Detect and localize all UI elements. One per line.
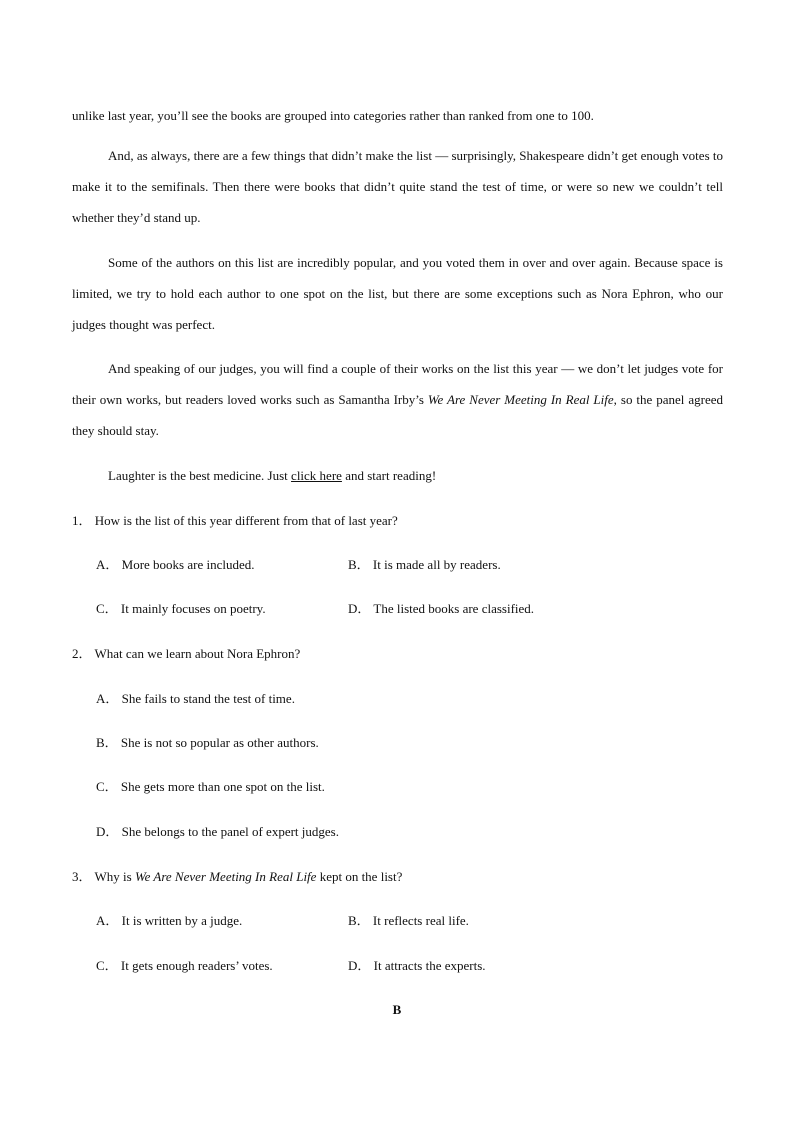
book-title: We Are Never Meeting In Real Life [427, 392, 614, 407]
passage-paragraph-4 [72, 353, 723, 446]
question-1-stem: 1． How is the list of this year different from that of last year? [72, 513, 398, 528]
question-3-option-d: D． It attracts the experts. [348, 958, 486, 973]
question-3-option-a: A． It is written by a judge. [96, 913, 243, 928]
paragraph-5-text-b: and start reading! [341, 468, 437, 483]
question-2-option-d: D． She belongs to the panel of expert judges. [96, 824, 339, 839]
question-3-book-title: We Are Never Meeting In Real Life [134, 869, 317, 884]
question-1-option-a: A． More books are included. [96, 557, 255, 572]
question-2-option-a: A． She fails to stand the test of time. [96, 691, 295, 706]
question-3-stem [72, 867, 402, 887]
question-2-stem: 2． What can we learn about Nora Ephron? [72, 646, 301, 661]
question-1-option-d: D． The listed books are classified. [348, 601, 535, 616]
click-here-link[interactable]: click here [291, 468, 342, 483]
question-2-option-c: C． She gets more than one spot on the list. [96, 779, 325, 794]
paragraph-5-text-a: Laughter is the best medicine. Just [108, 468, 292, 483]
paragraph-4-text-b: , so the panel agreed they should stay. [72, 392, 724, 438]
question-2-option-b: B． She is not so popular as other authors. [96, 735, 319, 750]
question-3-option-c: C． It gets enough readers’ votes. [96, 958, 273, 973]
question-3-stem-b: kept on the list? [316, 869, 403, 884]
passage-paragraph-1: unlike last year, you’ll see the books are grouped into categories rather than ranked from one to 100. [72, 108, 594, 123]
passage-paragraph-3: Some of the authors on this list are incredibly popular, and you voted them in over and over again. Because space is limited, we try to hold each author to one spot on the list, but there are some exceptions such as Nora Ephron, who our judges thought was perfect. [72, 255, 723, 332]
question-1-option-c: C． It mainly focuses on poetry. [96, 601, 266, 616]
paragraph-4-text-a: And speaking of our judges, you will find a couple of their works on the list this year — we don’t let judges vote for their own works, but readers loved works such as Samantha Irby’s [72, 361, 723, 407]
passage-paragraph-5 [72, 460, 723, 491]
question-3-option-b: B． It reflects real life. [348, 913, 469, 928]
section-label: B [392, 1002, 402, 1017]
question-1-option-b: B． It is made all by readers. [348, 557, 501, 572]
passage-paragraph-2: And, as always, there are a few things that didn’t make the list — surprisingly, Shakespeare didn’t get enough votes to make it to the semifinals. Then there were books that didn’t quite stand the test of time, or were so new we couldn’t tell whether they’d stand up. [72, 148, 723, 225]
question-3-stem-a: 3． Why is [72, 869, 135, 884]
